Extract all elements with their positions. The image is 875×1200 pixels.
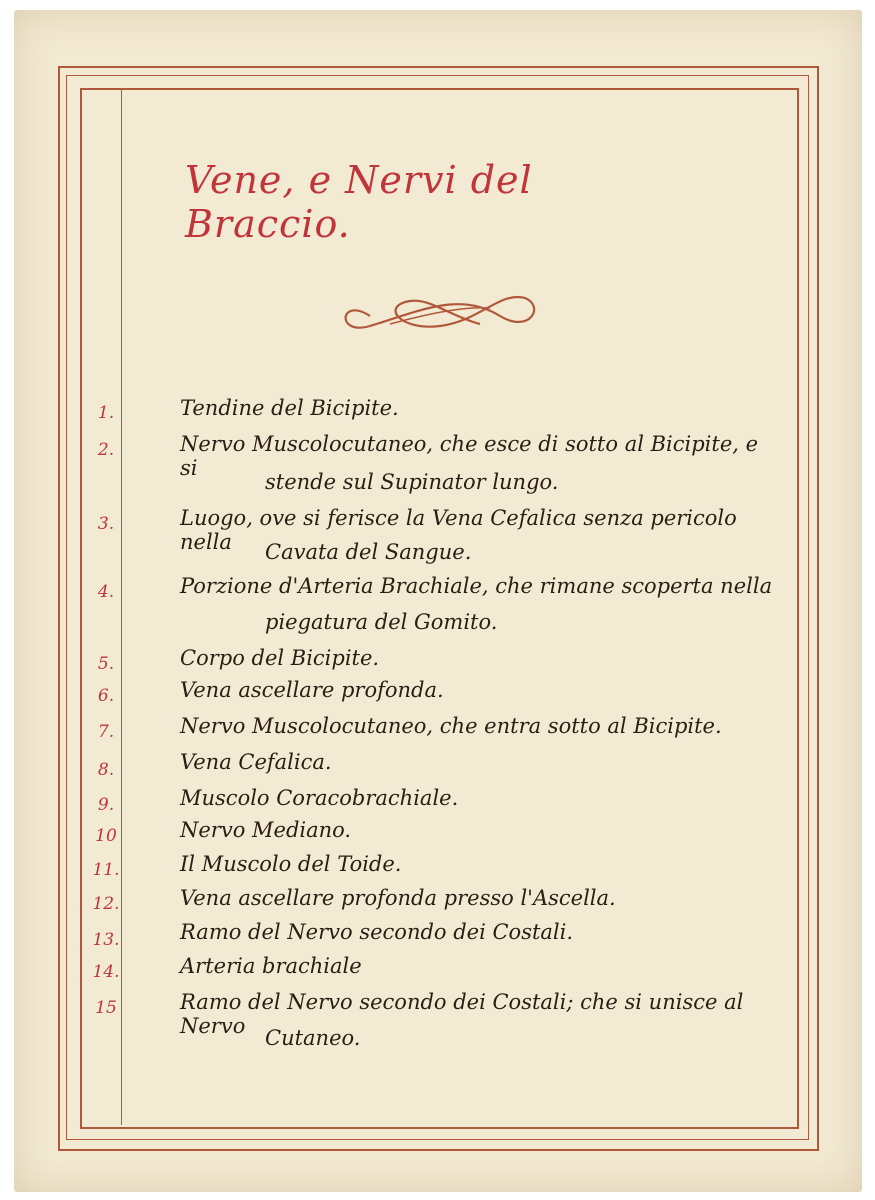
item-continuation: Cutaneo. [265, 1026, 361, 1050]
item-continuation: piegatura del Gomito. [265, 610, 498, 634]
item-number: 2. [97, 440, 115, 460]
item-text: Ramo del Nervo secondo dei Costali; che si unisce al Nervo [180, 990, 744, 1038]
item-number: 12. [92, 894, 120, 914]
item-text: Tendine del Bicipite. [180, 396, 399, 420]
item-number: 7. [97, 722, 115, 742]
item-text: Vena ascellare profonda presso l'Ascella. [180, 886, 616, 910]
item-text: Nervo Muscolocutaneo, che esce di sotto al Bicipite, e si [180, 432, 759, 480]
flourish-ornament [330, 286, 550, 346]
item-number: 13. [92, 930, 120, 950]
item-text: Muscolo Coracobrachiale. [180, 786, 459, 810]
item-text: Corpo del Bicipite. [180, 646, 380, 670]
item-number: 9. [97, 795, 115, 815]
item-text: Porzione d'Arteria Brachiale, che rimane scoperta nella [180, 574, 773, 598]
item-text: Arteria brachiale [180, 954, 362, 978]
item-number: 8. [97, 760, 115, 780]
item-number: 6. [97, 686, 115, 706]
item-number: 14. [92, 962, 120, 982]
item-text: Vena Cefalica. [180, 750, 332, 774]
item-text: Luogo, ove si ferisce la Vena Cefalica senza pericolo nella [180, 506, 737, 554]
item-number: 10 [95, 826, 117, 846]
item-text: Ramo del Nervo secondo dei Costali. [180, 920, 574, 944]
item-text: Vena ascellare profonda. [180, 678, 444, 702]
item-number: 3. [97, 514, 115, 534]
item-number: 15 [95, 998, 117, 1018]
item-continuation: Cavata del Sangue. [265, 540, 472, 564]
item-text: Nervo Mediano. [180, 818, 352, 842]
item-continuation: stende sul Supinator lungo. [265, 470, 559, 494]
item-number: 5. [97, 654, 115, 674]
item-number: 1. [97, 403, 115, 423]
item-number: 4. [97, 582, 115, 602]
item-text: Il Muscolo del Toide. [180, 852, 402, 876]
item-number: 11. [92, 860, 120, 880]
page-title: Vene, e Nervi del Braccio. [185, 158, 533, 246]
item-text: Nervo Muscolocutaneo, che entra sotto al Bicipite. [180, 714, 722, 738]
